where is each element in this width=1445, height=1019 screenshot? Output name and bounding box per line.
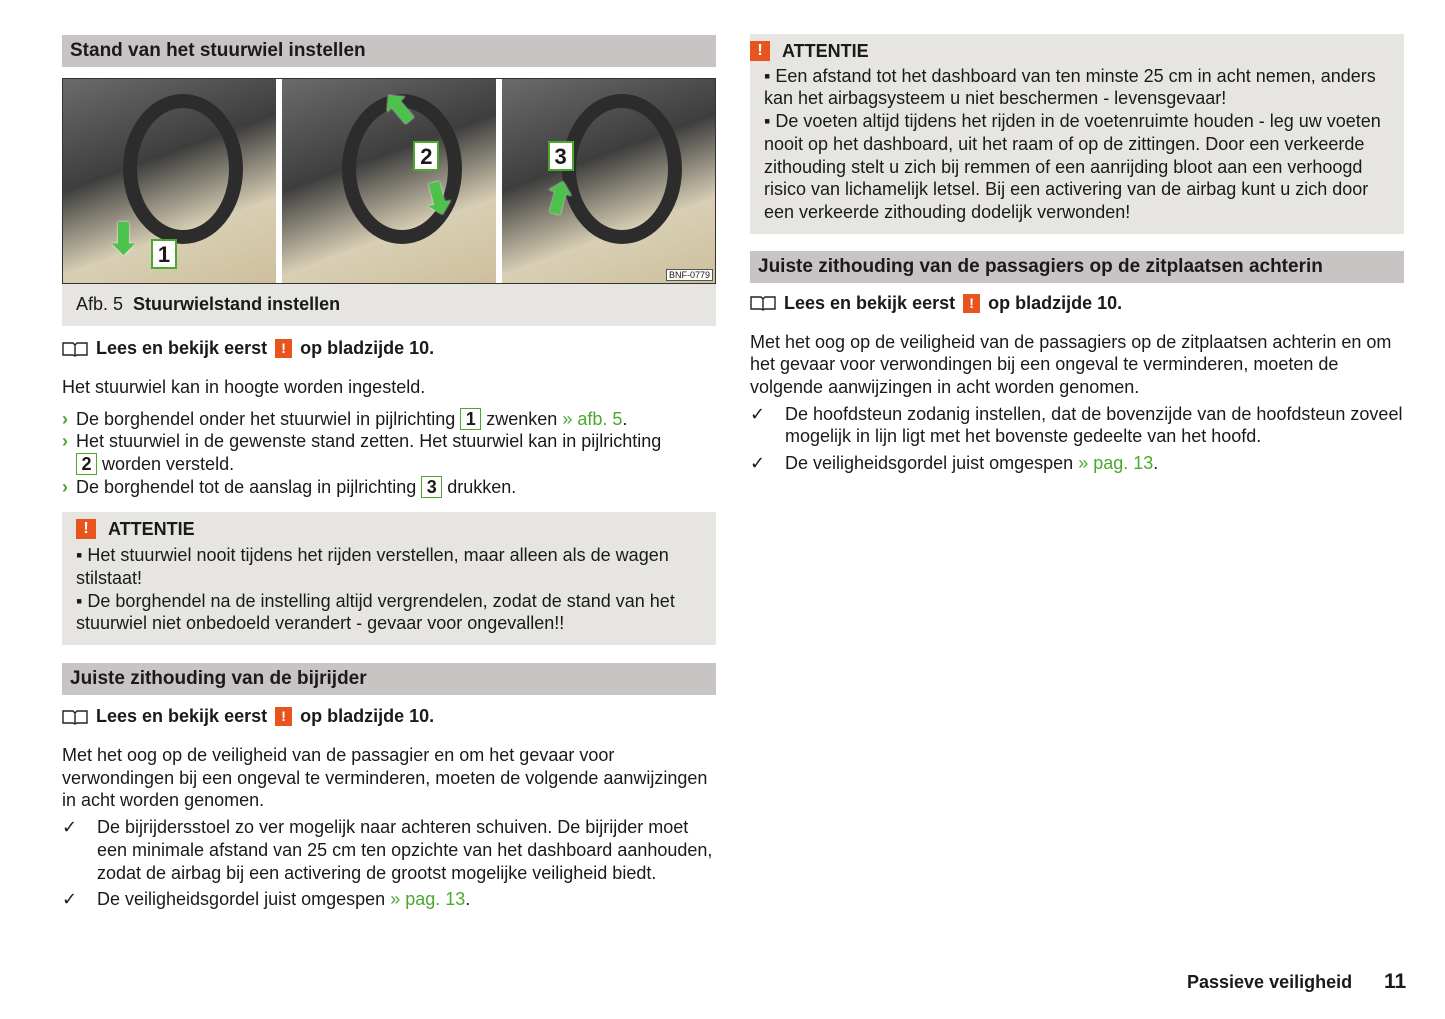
warning-icon: ! <box>750 41 770 61</box>
page-number: 11 <box>1384 970 1407 993</box>
section-heading: Stand van het stuurwiel instellen <box>62 35 716 67</box>
book-icon <box>62 341 88 357</box>
figure-panel-1: ⬇ 1 <box>63 79 276 283</box>
read-first-note: Lees en bekijk eerst ! op bladzijde 10. <box>62 706 716 727</box>
book-icon <box>62 709 88 725</box>
figure-link[interactable]: » afb. 5 <box>562 408 623 429</box>
book-icon <box>750 295 776 311</box>
warning-icon: ! <box>76 519 96 539</box>
check-item: ✓ De veiligheidsgordel juist omgespen » pag. 13. <box>62 889 471 910</box>
footer-section: Passieve veiligheid <box>1187 972 1353 992</box>
warning-box: ! ATTENTIE ▪ Het stuurwiel nooit tijdens het rijden verstellen, maar alleen als de wagen stilstaat! ▪ De borghendel na de instelling altijd vergrendelen, zodat de stand van het stuurwiel niet onbedoeld verandert - gevaar voor ongevallen!! <box>62 512 716 646</box>
read-first-note: Lees en bekijk eerst ! op bladzijde 10. <box>62 338 716 359</box>
check-item: ✓ De hoofdsteun zodanig instellen, dat de bovenzijde van de hoofdsteun zoveel mogelijk in lijn ligt met het bovenste gedeelte van het hoofd. <box>750 403 1403 447</box>
page-link[interactable]: » pag. 13 <box>1078 453 1154 474</box>
page-link[interactable]: » pag. 13 <box>390 889 466 910</box>
body-text: Met het oog op de veiligheid van de passagiers op de zitplaatsen achterin en om het gevaar voor verwondingen bij een ongeval te verminderen, moeten de volgende aanwijzingen in acht worden genomen. <box>750 331 1392 398</box>
warning-icon: ! <box>275 707 292 726</box>
intro-text: Het stuurwiel kan in hoogte worden ingesteld. <box>62 377 426 397</box>
warning-icon: ! <box>963 294 980 313</box>
step-item: › De borghendel tot de aanslag in pijlrichting 3 drukken. <box>62 476 517 497</box>
check-item: ✓ De veiligheidsgordel juist omgespen » pag. 13. <box>750 453 1159 474</box>
section-heading: Juiste zithouding van de passagiers op de zitplaatsen achterin <box>750 251 1404 283</box>
figure-steering-wheel <box>62 78 716 284</box>
figure-caption: Afb. 5 Stuurwielstand instellen <box>62 284 716 326</box>
figure-panel-2: ⬆ 2 ⬇ <box>282 79 495 283</box>
section-heading: Juiste zithouding van de bijrijder <box>62 663 716 695</box>
figure-panel-3: 3 ⬆ BNF-0779 <box>502 79 715 283</box>
check-item: ✓ De bijrijdersstoel zo ver mogelijk naar achteren schuiven. De bijrijder moet een minimale afstand van 25 cm ten opzichte van het dashboard aanhouden, zodat de airbag bij een activering de grootst mogelijke veiligheid biedt. <box>62 817 713 883</box>
right-column <box>750 34 1404 475</box>
read-first-note: Lees en bekijk eerst ! op bladzijde 10. <box>750 293 1404 314</box>
body-text: Met het oog op de veiligheid van de passagier en om het gevaar voor verwondingen bij een ongeval te verminderen, moeten de volgende aanwijzingen in acht worden genomen. <box>62 745 708 811</box>
warning-box: ! ATTENTIE ▪ Een afstand tot het dashboard van ten minste 25 cm in acht nemen, anders kan het airbagsysteem u niet beschermen - levensgevaar! ▪ De voeten altijd tijdens het rijden in de voetenruimte houden - leg uw voeten nooit op het dashboard, uit het raam of op de zittingen. Door een verkeerde zithouding stelt u zich bij remmen of een aanrijding bloot aan een verhoogd risico van lichamelijk letsel. Bij een activering van de airbag kunt u zich door een verkeerde zithouding dodelijk verwonden! <box>750 34 1404 234</box>
step-item: › Het stuurwiel in de gewenste stand zetten. Het stuurwiel kan in pijlrichting 2 worden versteld. <box>62 431 662 475</box>
step-item: › De borghendel onder het stuurwiel in pijlrichting 1 zwenken » afb. 5. <box>62 408 628 429</box>
warning-icon: ! <box>275 339 292 358</box>
left-column <box>62 35 716 911</box>
